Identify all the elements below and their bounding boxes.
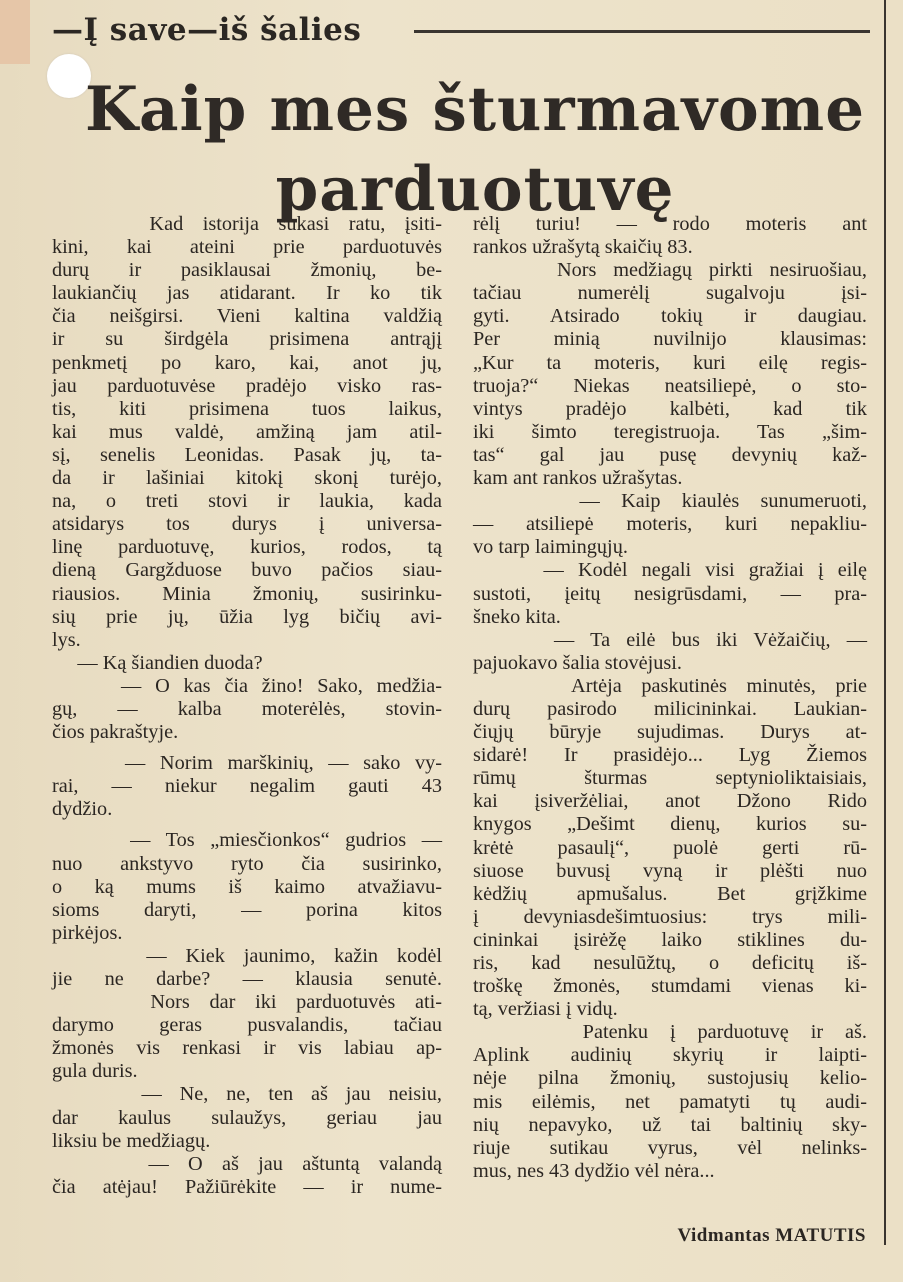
- text-line: čios pakraštyje.: [52, 721, 179, 744]
- text-line: į devyniasdešimtuosius: trys mili-: [473, 905, 867, 928]
- text-line: — O aš jau aštuntą valandą: [52, 1152, 442, 1175]
- text-line: durų ir pasiklausai žmonių, be-: [52, 259, 442, 282]
- text-line: kai mus valdė, amžiną jam atil-: [52, 420, 442, 443]
- text-line: — Kiek jaunimo, kažin kodėl: [52, 944, 442, 967]
- text-line: čiųjų būryje sujudimas. Durys at-: [473, 721, 867, 744]
- article-column-right: [473, 213, 867, 1183]
- text-line: rai, — niekur negalim gauti 43: [52, 775, 442, 798]
- text-line: kam ant rankos užrašytas.: [473, 467, 683, 490]
- text-line: troškę žmonės, stumdami vienas ki-: [473, 975, 867, 998]
- text-line: nėje pilna žmonių, sustojusių kelio-: [473, 1067, 867, 1090]
- text-line: liksiu be medžiagų.: [52, 1129, 211, 1152]
- text-line: sioms daryti, — porina kitos: [52, 898, 442, 921]
- rubric-rule: [414, 30, 870, 33]
- text-line: šneko kita.: [473, 605, 561, 628]
- article-column-left: [52, 213, 442, 1199]
- text-line: gyti. Atsirado tokių ir daugiau.: [473, 305, 867, 328]
- text-line: knygos „Dešimt dienų, kurios su-: [473, 813, 867, 836]
- text-line: pajuokavo šalia stovėjusi.: [473, 651, 682, 674]
- text-line: kini, kai ateini prie parduotuvės: [52, 236, 442, 259]
- text-line: jie ne darbe? — klausia senutė.: [52, 968, 442, 990]
- paper-edge-strip: [0, 0, 30, 64]
- text-line: siuose buvusį vyną ir plėšti nuo: [473, 859, 867, 882]
- text-line: sių prie jų, ūžia lyg bičių avi-: [52, 605, 442, 628]
- text-line: nuo ankstyvo ryto čia susirinko,: [52, 852, 442, 875]
- author-byline: Vidmantas MATUTIS: [677, 1225, 866, 1246]
- text-line: mis eilėmis, net pamatyti tų audi-: [473, 1090, 867, 1113]
- text-line: — atsiliepė moteris, kuri nepakliu-: [473, 513, 867, 536]
- text-line: o ką mums iš kaimo atvažiavu-: [52, 875, 442, 898]
- text-line: — Ta eilė bus iki Vėžaičių, —: [473, 628, 867, 651]
- text-line: riausios. Minia žmonių, susirinku-: [52, 582, 442, 605]
- text-line: lys.: [52, 628, 81, 651]
- text-line: Aplink audinių skyrių ir laipti-: [473, 1044, 867, 1067]
- text-line: Per minią nuvilnijo klausimas:: [473, 328, 867, 351]
- text-line: Kad istorija sukasi ratu, įsiti-: [52, 213, 442, 235]
- text-line: laukiančių jas atidarant. Ir ko tik: [52, 282, 442, 305]
- text-line: vintys pradėjo kalbėti, kad tik: [473, 397, 867, 420]
- text-line: jau parduotuvėse pradėjo visko ras-: [52, 374, 442, 397]
- text-line: penkmetį po karo, kai, anot jų,: [52, 351, 442, 374]
- text-line: — O kas čia žino! Sako, medžia-: [52, 674, 442, 697]
- text-line: žmonės vis renkasi ir vis labiau ap-: [52, 1037, 442, 1060]
- text-line: kai įsiveržėliai, anot Džono Rido: [473, 790, 867, 813]
- text-line: riuje sutikau vyrus, vėl nelinks-: [473, 1136, 867, 1159]
- text-line: — Ne, ne, ten aš jau neisiu,: [52, 1083, 442, 1106]
- text-line: sidarė! Ir prasidėjo... Lyg Žiemos: [473, 744, 867, 767]
- text-line: Nors medžiagų pirkti nesiruošiau,: [473, 259, 867, 282]
- text-line: vo tarp laimingųjų.: [473, 536, 628, 559]
- text-line: dydžio.: [52, 798, 113, 821]
- text-line: čia neišgirsi. Vieni kaltina valdžią: [52, 305, 442, 328]
- text-line: krėtė pasaulį“, puolė gerti rū-: [473, 836, 867, 859]
- text-line: Artėja paskutinės minutės, prie: [473, 674, 867, 697]
- text-line: rėlį turiu! — rodo moteris ant: [473, 213, 867, 235]
- text-line: durų pasirodo milicininkai. Laukian-: [473, 697, 867, 720]
- text-line: ris, kad nesulūžtų, o deficitų iš-: [473, 952, 867, 974]
- text-line: — Ką šiandien duoda?: [52, 651, 263, 674]
- article-title: Kaip mes šturmavome parduotuvę: [84, 74, 866, 225]
- text-line: na, o treti stovi ir laukia, kada: [52, 490, 442, 513]
- text-line: rūmų šturmas septynioliktaisiais,: [473, 767, 867, 790]
- text-line: mus, nes 43 dydžio vėl nėra...: [473, 1159, 715, 1182]
- text-line: kėdžių apmušalus. Bet grįžkime: [473, 882, 867, 905]
- text-line: — Kodėl negali visi gražiai į eilę: [473, 559, 867, 582]
- text-line: dar kaulus sulaužys, geriau jau: [52, 1106, 442, 1129]
- text-line: sustoti, įeitų nesigrūsdami, — pra-: [473, 582, 867, 605]
- text-line: atsidarys tos durys į universa-: [52, 513, 442, 536]
- text-line: ir su širdgėla prisimena antrąjį: [52, 328, 442, 351]
- text-line: gula duris.: [52, 1060, 138, 1083]
- text-line: Nors dar iki parduotuvės ati-: [52, 991, 442, 1014]
- text-line: pirkėjos.: [52, 921, 123, 944]
- text-line: darymo geras pusvalandis, tačiau: [52, 1014, 442, 1037]
- text-line: tas“ gal jau pusę devynių kaž-: [473, 443, 867, 466]
- text-line: — Norim marškinių, — sako vy-: [52, 752, 442, 775]
- text-line: tą, veržiasi į vidų.: [473, 998, 618, 1021]
- text-line: nių nepavyko, už tai baltinių sky-: [473, 1113, 867, 1136]
- text-line: iki šimto teregistruoja. Tas „šim-: [473, 420, 867, 443]
- text-line: — Tos „miesčionkos“ gudrios —: [52, 829, 442, 852]
- text-line: cininkai įsirėžę laiko stiklines du-: [473, 928, 867, 951]
- text-line: da ir lašiniai kitokį skonį turėjo,: [52, 467, 442, 490]
- text-line: gų, — kalba moterėlės, stovin-: [52, 697, 442, 720]
- text-line: sį, senelis Leonidas. Pasak jų, ta-: [52, 443, 442, 466]
- text-line: truoja?“ Niekas neatsiliepė, o sto-: [473, 374, 867, 397]
- text-line: linę parduotuvę, kurios, rodos, tą: [52, 536, 442, 559]
- text-line: dieną Gargžduose buvo pačios siau-: [52, 559, 442, 582]
- text-line: — Kaip kiaulės sunumeruoti,: [473, 490, 867, 513]
- section-rubric: —Į save—iš šalies: [52, 12, 362, 48]
- text-line: Patenku į parduotuvę ir aš.: [473, 1021, 867, 1044]
- text-line: rankos užrašytą skaičių 83.: [473, 236, 693, 259]
- text-line: „Kur ta moteris, kuri eilę regis-: [473, 351, 867, 374]
- text-line: tis, kiti prisimena tuos laikus,: [52, 397, 442, 420]
- text-line: tačiau numerėlį sugalvoju įsi-: [473, 282, 867, 305]
- text-line: čia atėjau! Pažiūrėkite — ir nume-: [52, 1175, 442, 1198]
